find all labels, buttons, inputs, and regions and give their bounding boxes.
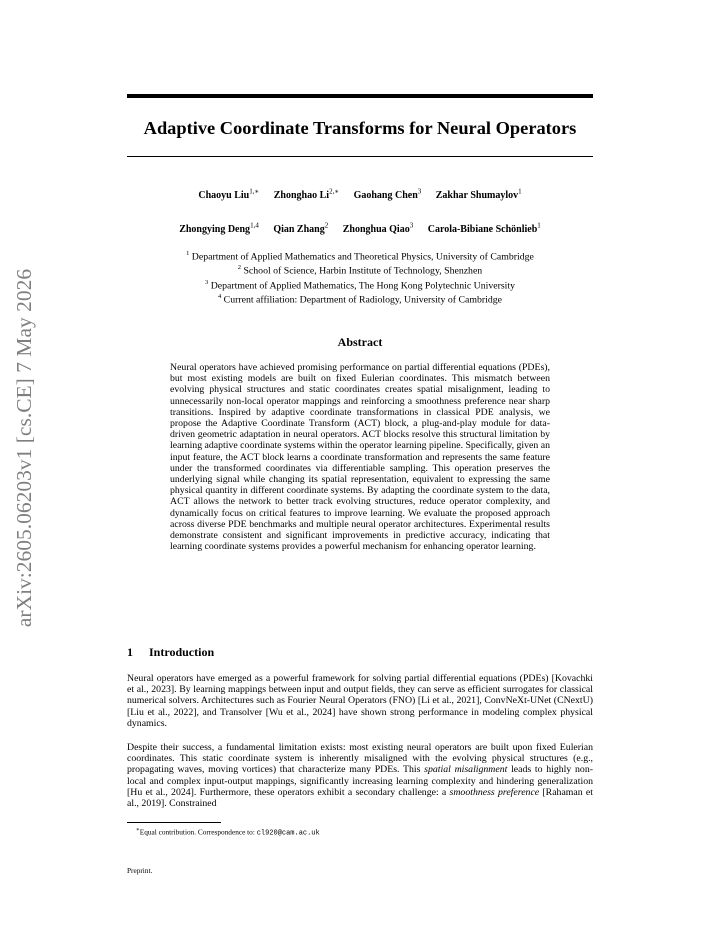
intro-paragraph-1: Neural operators have emerged as a powerful framework for solving partial differential equations (PDEs) [Kovachki et al., 2023]. By learning mappings between input and output fields, they can serve as efficient surrogates for classical numerical solvers. Architectures such as Fourier Neural Operators (FNO) [Li et al., 2021], ConvNeXt-UNet (CNextU) [Liu et al., 2022], and Transolver [Wu et al., 2024] have shown strong performance in modeling complex physical dynamics.: [127, 673, 593, 729]
emphasis: spatial misalignment: [424, 764, 508, 776]
footnote-rule: [127, 822, 221, 823]
preprint-label: Preprint.: [127, 866, 153, 875]
intro-paragraph-2: Despite their success, a fundamental limitation exists: most existing neural operators are built upon fixed Eulerian coordinates. This static coordinate system is inherently misaligned with the evolving physical structures (e.g., propagating waves, moving vortices) that characterize many PDEs. This spatial misalignment leads to highly non-local and complex input-output mappings, significantly increasing learning complexity and hindering generalization [Hu et al., 2024]. Furthermore, these operators exhibit a secondary challenge: a smoothness preference [Rahaman et al., 2019]. Constrained: [127, 742, 593, 810]
author: Zhonghua Qiao$^3$: [342, 222, 414, 236]
section-title: Introduction: [149, 645, 215, 659]
affiliation: $^1$ Department of Applied Mathematics and Theoretical Physics, University of Cambridge: [186, 250, 534, 263]
section-heading-introduction: [127, 645, 593, 660]
author-row-1: [127, 188, 593, 201]
author: Gaohang Chen$^3$: [353, 188, 422, 202]
correspondence-email[interactable]: cl920@cam.ac.uk: [256, 829, 320, 838]
arxiv-identifier-stamp[interactable]: arXiv:2605.06203v1 [cs.CE] 7 May 2026: [12, 268, 36, 628]
title-top-rule: [127, 94, 593, 98]
emphasis: smoothness preference: [449, 786, 540, 798]
title-bottom-rule: [127, 156, 593, 157]
affiliation: $^2$ School of Science, Harbin Institute of Technology, Shenzhen: [237, 264, 483, 277]
author: Chaoyu Liu$^{1,∗}$: [198, 188, 260, 202]
footnote: ∗Equal contribution. Correspondence to: cl920@cam.ac.uk: [136, 827, 320, 838]
abstract-text: Neural operators have achieved promising performance on partial differential equations (PDEs), but most existing models are built on fixed Eulerian coordinates. This mismatch between evolving physical structures and static coordinates creates spatial misalignment, leading to unnecessarily non-local operator mappings and reinforcing a smoothness preference near sharp transitions. Inspired by adaptive coordinate transformations in classical PDE analysis, we propose the Adaptive Coordinate Transform (ACT) block, a plug-and-play module for data-driven geometric adaptation in neural operators. ACT blocks resolve this structural limitation by learning adaptive coordinate systems within the operator learning pipeline. Specifically, given an input feature, the ACT block learns a coordinate transformation and represents the same feature under the transformed coordinates via differentiable sampling. This operation preserves the underlying signal while changing its spatial representation, equivalent to expressing the same physical quantity in different coordinate systems. By adapting the coordinate system to the data, ACT allows the network to better track evolving structures, reduce operator complexity, and dynamically focus on critical features to improve learning. We evaluate the proposed approach across diverse PDE benchmarks and multiple neural operator architectures. Experimental results demonstrate consistent and significant improvements in predictive accuracy, indicating that learning coordinate systems provides a powerful mechanism for enhancing operator learning.: [170, 362, 550, 553]
author-row-2: [127, 222, 593, 235]
paper-title: Adaptive Coordinate Transforms for Neural Operators: [143, 118, 577, 138]
author: Carola-Bibiane Schönlieb$^1$: [427, 222, 541, 236]
author: Qian Zhang$^2$: [273, 222, 329, 236]
affiliations: [127, 248, 593, 306]
author: Zakhar Shumaylov$^1$: [435, 188, 522, 202]
author: Zhongying Deng$^{1,4}$: [179, 222, 259, 236]
author: Zhonghao $Li^{2,∗}$: [273, 188, 340, 202]
affiliation: $^4$ Current affiliation: Department of Radiology, University of Cambridge: [217, 293, 503, 306]
section-number: 1: [127, 645, 133, 659]
abstract-heading: Abstract: [337, 335, 383, 349]
affiliation: $^3$ Department of Applied Mathematics, The Hong Kong Polytechnic University: [205, 278, 515, 292]
